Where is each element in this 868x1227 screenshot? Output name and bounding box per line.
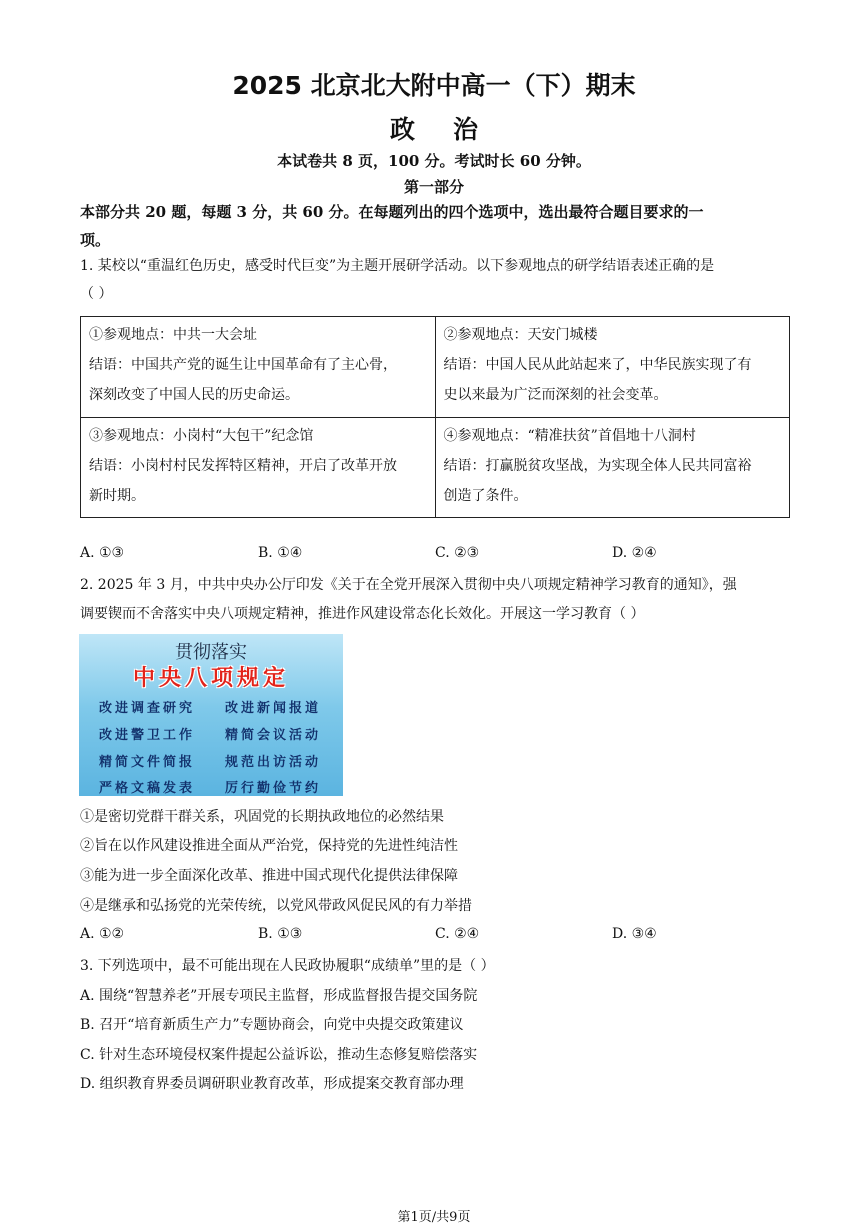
q1-cell-1 (81, 317, 436, 418)
q2-item-2: ②旨在以作风建设推进全面从严治党，保持党的先进性纯洁性 (80, 838, 458, 854)
q2-item-3: ③能为进一步全面深化改革、推进中国式现代化提供法律保障 (80, 868, 458, 884)
q1-cell-text: 史以来最为广泛而深刻的社会变革。 (443, 387, 668, 403)
poster-item: 严格文稿发表 (99, 781, 196, 796)
poster-top-text: 贯彻落实 (175, 642, 247, 663)
q2-option-b: B. ①③ (258, 926, 303, 942)
poster-item: 精简会议活动 (225, 728, 322, 743)
q1-option-b: B. ①④ (258, 545, 303, 561)
q2-item-1: ①是密切党群干群关系，巩固党的长期执政地位的必然结果 (80, 809, 444, 825)
poster-item: 改进调查研究 (99, 701, 196, 716)
q2-options (80, 926, 790, 946)
poster-main-text: 中央八项规定 (132, 665, 289, 691)
q1-cell-text: 结语：小岗村村民发挥特区精神，开启了改革开放 (89, 457, 397, 474)
poster-item: 规范出访活动 (225, 755, 322, 770)
q2-option-d: D. ③④ (612, 926, 657, 942)
q3-option-d: D. 组织教育界委员调研职业教育改革，形成提案交教育部办理 (80, 1076, 464, 1092)
exam-info: 本试卷共 8 页，100 分。考试时长 60 分钟。 (277, 152, 591, 170)
exam-title: 2025 北京北大附中高一（下）期末 (232, 71, 636, 100)
part-heading: 第一部分 (403, 178, 464, 196)
q1-cell-text: 结语：中国人民从此站起来了，中华民族实现了有 (443, 357, 752, 373)
q2-stem-line-1: 2. 2025 年 3 月，中共中央办公厅印发《关于在全党开展深入贯彻中央八项规定精神学习教育的通知》，强 (80, 577, 737, 593)
q1-cell-2 (435, 317, 790, 418)
q2-stem-line-2: 调要锲而不舍落实中央八项规定精神，推进作风建设常态化长效化。开展这一学习教育（ ） (80, 606, 645, 622)
q1-stem-line-1: 1. 某校以“重温红色历史，感受时代巨变”为主题开展研学活动。以下参观地点的研学结语表述正确的是 (80, 258, 715, 274)
subject-title: 政治 (389, 115, 516, 144)
q2-option-c: C. ②④ (435, 926, 480, 942)
q1-option-c: C. ②③ (435, 545, 480, 561)
q1-cell-text: 结语：中国共产党的诞生让中国革命有了主心骨， (89, 357, 397, 373)
q1-cell-place: ④参观地点：“精准扶贫”首倡地十八洞村 (443, 427, 696, 444)
q2-poster-image (79, 634, 343, 796)
q1-options (80, 545, 790, 565)
q1-stem-line-2: （ ） (80, 286, 113, 302)
instructions-line-1: 本部分共 20 题，每题 3 分，共 60 分。在每题列出的四个选项中，选出最符合题目要求的一 (80, 203, 704, 221)
q2-item-4: ④是继承和弘扬党的光荣传统，以党风带政风促民风的有力举措 (80, 898, 472, 914)
q2-option-a: A. ①② (80, 926, 125, 942)
q1-option-d: D. ②④ (612, 545, 657, 561)
q1-cell-text: 创造了条件。 (443, 487, 528, 504)
page-number: 第1页/共9页 (397, 1210, 471, 1225)
q1-cell-text: 深刻改变了中国人民的历史命运。 (89, 387, 299, 403)
q1-option-a: A. ①③ (80, 545, 125, 561)
q1-cell-place: ①参观地点：中共一大会址 (89, 327, 257, 343)
poster-item: 改进新闻报道 (225, 701, 322, 716)
q1-cell-place: ③参观地点：小岗村“大包干”纪念馆 (89, 427, 314, 444)
instructions-line-2: 项。 (80, 231, 111, 249)
q1-cell-3 (81, 417, 436, 518)
q1-cell-text: 结语：打赢脱贫攻坚战，为实现全体人民共同富裕 (443, 457, 752, 474)
poster-item: 改进警卫工作 (99, 728, 196, 743)
q3-option-c: C. 针对生态环境侵权案件提起公益诉讼，推动生态修复赔偿落实 (80, 1047, 478, 1063)
q3-stem: 3. 下列选项中，最不可能出现在人民政协履职“成绩单”里的是（ ） (80, 958, 495, 974)
q1-cell-text: 新时期。 (89, 487, 145, 504)
q1-table (80, 316, 790, 518)
poster-item: 精简文件简报 (99, 755, 196, 770)
q3-option-a: A. 围绕“智慧养老”开展专项民主监督，形成监督报告提交国务院 (80, 988, 478, 1004)
q1-cell-4 (435, 417, 790, 518)
poster-item: 厉行勤俭节约 (225, 781, 322, 796)
q1-cell-place: ②参观地点：天安门城楼 (443, 327, 598, 343)
q3-option-b: B. 召开“培育新质生产力”专题协商会，向党中央提交政策建议 (80, 1017, 464, 1033)
